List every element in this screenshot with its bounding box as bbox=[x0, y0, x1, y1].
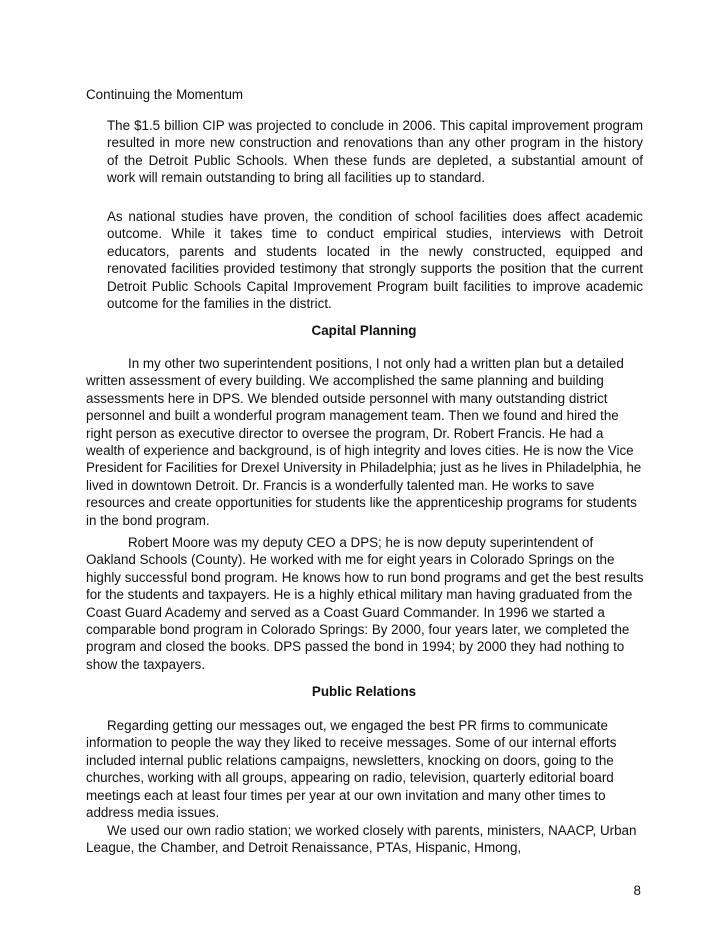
intro-paragraph-1: The $1.5 billion CIP was projected to conclude in 2006. This capital improvement program resulted in more new construction and renovations than any other program in the history of the Detroit Public Schools. When these funds are depleted, a substantial amount of work will remain outstanding to bring all facilities up to standard. bbox=[107, 118, 643, 186]
public-relations-title: Public Relations bbox=[311, 684, 417, 699]
capital-planning-title: Capital Planning bbox=[311, 323, 417, 338]
page-number: 8 bbox=[633, 883, 641, 898]
public-relations-paragraph-1: Regarding getting our messages out, we engaged the best PR firms to communicate information to people the way they liked to receive messages. Some of our internal efforts included internal public relations campaigns, newsletters, knocking on doors, going to the churches, working with all groups, appearing on radio, television, quarterly editorial board meetings each at least four times per year at our own invitation and many other times to address media issues. bbox=[86, 718, 617, 821]
intro-paragraph-2: As national studies have proven, the condition of school facilities does affect academic outcome. While it takes time to conduct empirical studies, interviews with Detroit educators, parents and students located in the newly constructed, equipped and renovated facilities provided testimony that strongly supports the position that the current Detroit Public Schools Capital Improvement Program built facilities to improve academic outcome for the families in the district. bbox=[107, 209, 643, 312]
capital-planning-paragraph-2: Robert Moore was my deputy CEO a DPS; he is now deputy superintendent of Oakland Schools (County). He worked with me for eight years in Colorado Springs on the highly successful bond program. He knows how to run bond programs and get the best results for the students and taxpayers. He is a highly ethical military man having graduated from the Coast Guard Academy and served as a Coast Guard Commander. In 1996 we started a comparable bond program in Colorado Springs: By 2000, four years later, we completed the program and closed the books. DPS passed the bond in 1994; by 2000 they had nothing to show the taxpayers. bbox=[86, 535, 644, 672]
capital-planning-paragraph-1: In my other two superintendent positions, I not only had a written plan but a detailed written assessment of every building. We accomplished the same planning and building assessments here in DPS. We blended outside personnel with many outstanding district personnel and built a wonderful program management team. Then we found and hired the right person as executive director to oversee the program, Dr. Robert Francis. He had a wealth of experience and background, is of high integrity and loves cities. He is now the Vice President for Facilities for Drexel University in Philadelphia; just as he lives in Philadelphia, he lived in downtown Detroit. Dr. Francis is a wonderfully talented man. He works to save resources and create opportunities for students like the apprenticeship programs for students in the bond program. bbox=[86, 356, 642, 528]
section-label: Continuing the Momentum bbox=[86, 87, 244, 102]
public-relations-paragraph-2: We used our own radio station; we worked closely with parents, ministers, NAACP, Urban League, the Chamber, and Detroit Renaissance, PTAs, Hispanic, Hmong, bbox=[86, 823, 637, 856]
